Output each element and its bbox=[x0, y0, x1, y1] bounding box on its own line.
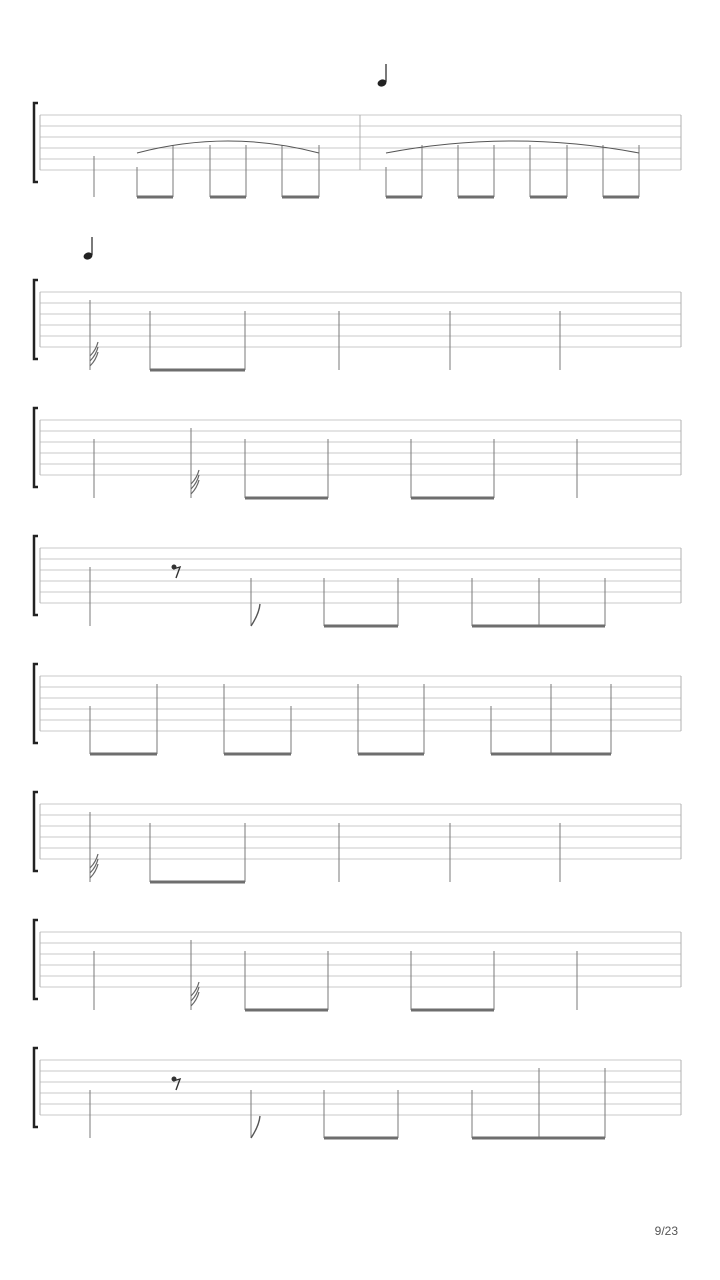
system-bracket bbox=[34, 1048, 38, 1127]
slur bbox=[386, 141, 639, 153]
slur bbox=[137, 141, 319, 153]
system-bracket bbox=[34, 280, 38, 359]
flag-icon bbox=[251, 604, 260, 626]
system-bracket bbox=[34, 664, 38, 743]
eighth-rest-stroke bbox=[173, 1079, 180, 1090]
flag-icon bbox=[251, 1116, 260, 1138]
system-bracket bbox=[34, 792, 38, 871]
system-bracket bbox=[34, 103, 38, 182]
page-number: 9/23 bbox=[654, 1224, 678, 1238]
system-bracket bbox=[34, 920, 38, 999]
eighth-rest-stroke bbox=[173, 567, 180, 578]
system-bracket bbox=[34, 536, 38, 615]
system-bracket bbox=[34, 408, 38, 487]
